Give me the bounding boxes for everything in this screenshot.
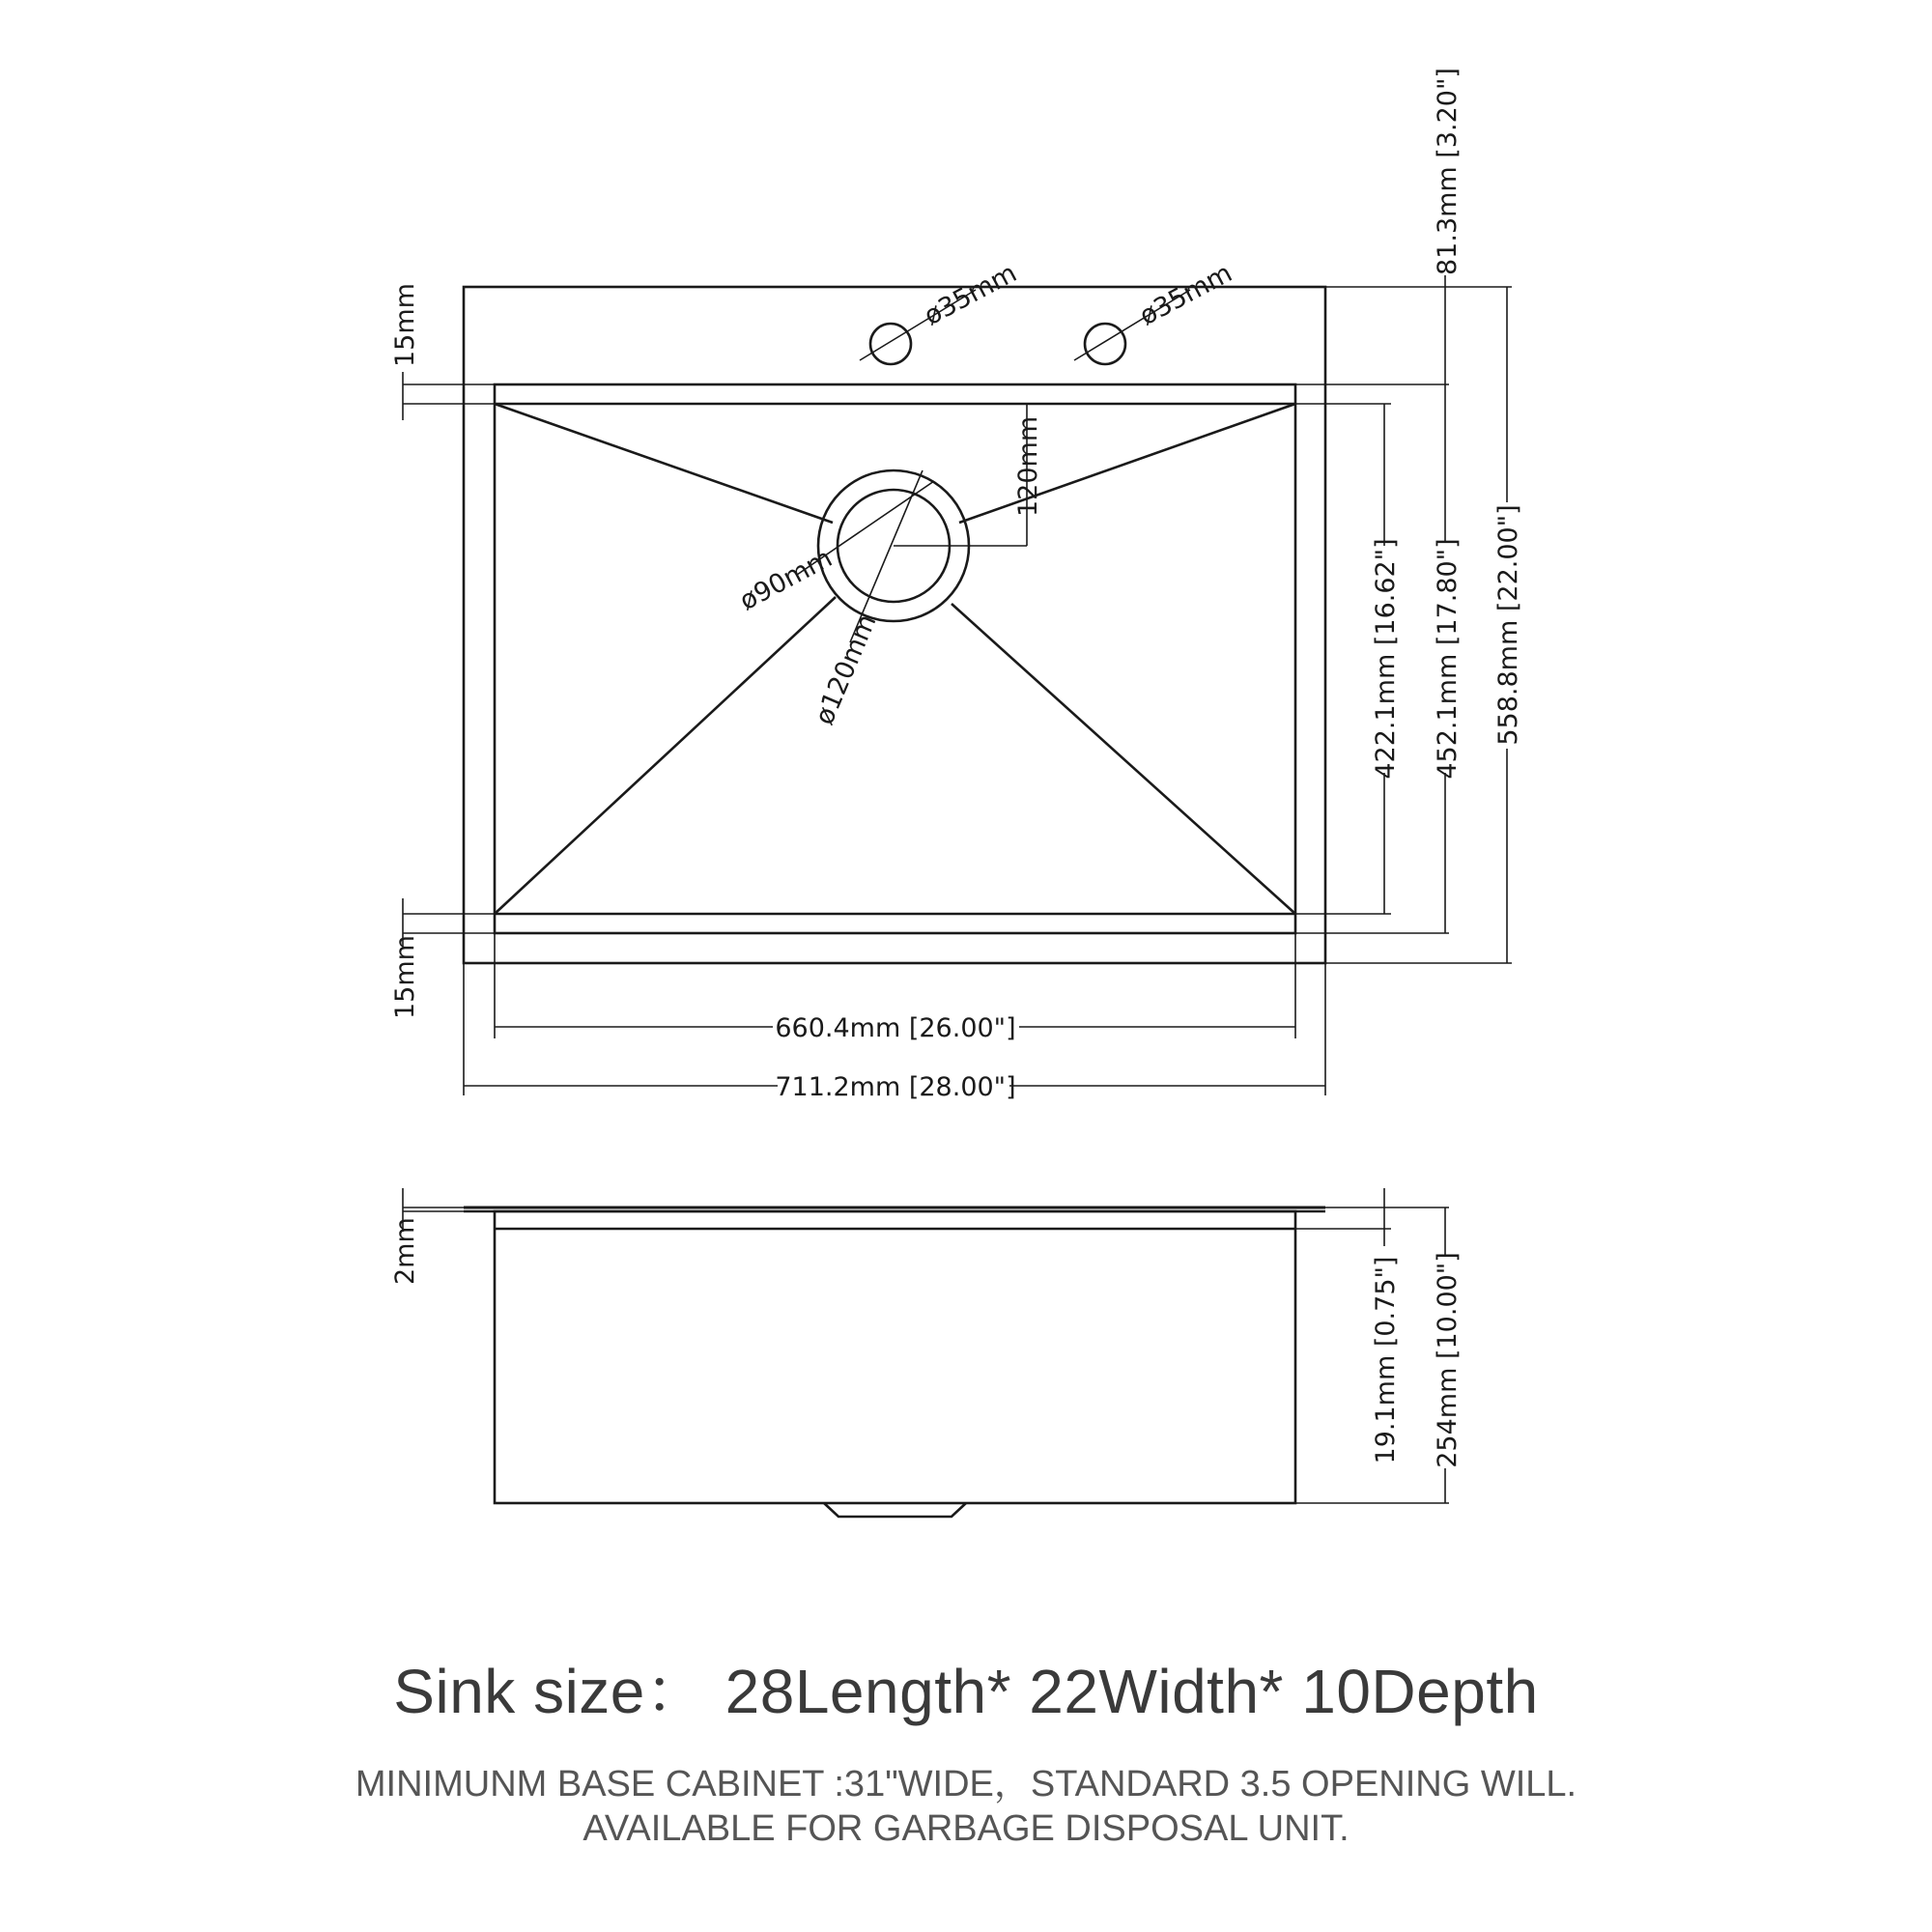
- drain-outlet: [824, 1503, 966, 1517]
- faucet-deck-label: 81.3mm [3.20"]: [1433, 68, 1463, 275]
- faucet-hole-label: ø35mm: [919, 258, 1022, 332]
- sink-size-title: Sink size： 28Length* 22Width* 10Depth: [393, 1657, 1539, 1726]
- slope-line: [495, 404, 833, 523]
- cabinet-note-line-1: MINIMUNM BASE CABINET :31"WIDE，STANDARD 3.5 OPENING WILL.: [355, 1764, 1577, 1804]
- slope-line: [952, 604, 1295, 914]
- slope-line: [495, 597, 836, 914]
- rim-bottom-label: 15mm: [390, 935, 420, 1019]
- faucet-hole: [1085, 324, 1125, 364]
- drain-offset-label: 120mm: [1013, 415, 1043, 517]
- bowl-outline: [495, 384, 1295, 933]
- top-view: [390, 68, 1523, 1102]
- cabinet-note-line-2: AVAILABLE FOR GARBAGE DISPOSAL UNIT.: [582, 1808, 1350, 1849]
- drain-outer-label: ø120mm: [809, 610, 883, 729]
- bowl-depth-label: 254mm [10.00"]: [1433, 1252, 1463, 1468]
- overall-width-label: 711.2mm [28.00"]: [775, 1072, 1016, 1102]
- side-view: [390, 1188, 1463, 1517]
- slope-line: [959, 404, 1295, 523]
- outer-outline: [464, 287, 1325, 963]
- faucet-hole: [870, 324, 911, 364]
- thickness-label: 2mm: [390, 1217, 420, 1285]
- ledge-depth-label: 19.1mm [0.75"]: [1371, 1256, 1401, 1464]
- inner-length-label: 452.1mm [17.80"]: [1433, 538, 1463, 780]
- rim-top-label: 15mm: [390, 283, 420, 367]
- faucet-hole-label: ø35mm: [1134, 258, 1237, 332]
- bowl-length-label: 422.1mm [16.62"]: [1371, 538, 1401, 780]
- bowl-side: [495, 1211, 1295, 1503]
- bowl-width-label: 660.4mm [26.00"]: [775, 1013, 1016, 1043]
- drain-inner-label: ø90mm: [734, 543, 838, 617]
- overall-length-label: 558.8mm [22.00"]: [1493, 504, 1523, 746]
